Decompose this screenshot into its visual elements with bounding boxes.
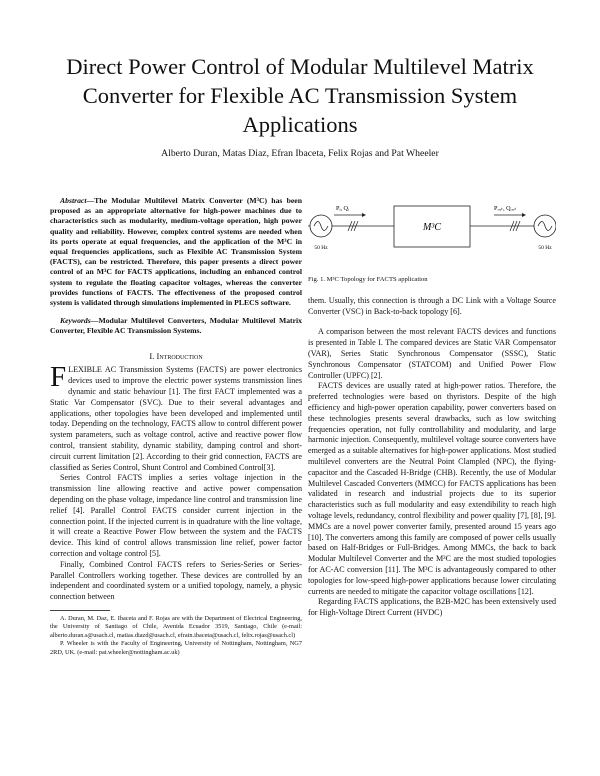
paragraph: Finally, Combined Control FACTS refers to Series-Series or Series-Parallel Controllers working together. These devices are controlled by an independent and coordinated system or a unified topology, namely, a physic connection between xyxy=(50,559,302,602)
abstract xyxy=(50,196,302,308)
left-column xyxy=(50,196,302,657)
paragraph: A comparison between the most relevant FACTS devices and functions is presented in Table I. The compared devices are Static VAR Compensator (VAR), Series Static Synchronous Compensator (SSSC), Static Synchronous Compensator (STATCOM) and Unified Power Flow Controller (UPFC) [2]. xyxy=(308,327,556,380)
title-line: Applications xyxy=(242,112,358,137)
left-power-label: Pᵢ, Qᵢ xyxy=(336,205,350,212)
block-label: M³C xyxy=(423,222,441,233)
paragraph: Regarding FACTS applications, the B2B-M2C has been extensively used for High-Voltage Direct Current (HVDC) xyxy=(308,597,556,618)
keywords xyxy=(50,316,302,336)
paragraph: FACTS devices are usually rated at high-power ratios. Therefore, the preferred technologies were based on thyristors. Despite of the high efficiency and high-power operation capability, power converters based on these technologies presents several drawbacks, such as low switching frequencies operation, not fully controllability and modularity, and large harmonic injection. Consequently, multilevel voltage source converters have emerged as a suitable alternatives for high-power applications. Most studied multilevel converters are the Neutral Point Clampled (NPC), the flying-capacitor and the Cascaded H-Bridge (CHB). Recently, the use of Modular Multilevel Cascaded Converters (MMCC) for FACTS applications has been validated in research and industrial projects due to its superior characteristics such as full modularity and easy extendibility to reach high voltage levels, redundancy, control flexibility and power quality [7], [8], [9]. MMCs are a novel power converter family, presented around 15 years ago [10]. The converters among this family are composed of power cells usually based on Half-Bridges or Full-Bridges. Among MMCs, the back to back Modular Multilevel Converter and the M³C are the most studied topologies for AC-AC conversion [11]. The M³C is advantageously compared to other topologies for low-speed high-power applications because lower circulating currents are needed to mitigate the capacitor voltage oscillations [12]. xyxy=(308,381,556,596)
topology-diagram xyxy=(308,196,556,272)
abstract-label: Abstract xyxy=(60,196,87,205)
right-column xyxy=(308,196,556,619)
topology-figure xyxy=(308,196,556,272)
left-source-label: 50 Hz xyxy=(314,245,328,251)
title-line: Direct Power Control of Modular Multilevel Matrix xyxy=(66,54,534,79)
paper-title xyxy=(40,52,560,139)
figure-caption: Fig. 1. M³C Topology for FACTS application xyxy=(308,276,428,283)
footnote-divider xyxy=(50,610,110,611)
intro-paragraph xyxy=(50,361,302,473)
paragraph: them. Usually, this connection is through a DC Link with a Voltage Source Converter (VSC) in Back-to-back topology [6]. xyxy=(308,295,556,316)
footnote: P. Wheeler is with the Faculty of Engineering, University of Nottingham, Nottingham, NG7 2RD, UK. (e-mail: pat.wheeler@nottingham.ac.uk) xyxy=(50,640,302,656)
footnote: A. Duran, M. Daz, E. Ibaceta and F. Rojas are with the Department of Electrical Engineering, the University of Santiago of Chile, Avenida Ecuador 3519, Santiago, Chile (e-mail: alberto.duran.s@usach.cl, matias.diazd@usach.cl, efrain.ibaceta@usach.cl, felix.rojas@usach.cl) xyxy=(50,614,302,639)
right-power-label: Pₒᵤₜ, Qₒᵤₜ xyxy=(494,205,517,212)
drop-cap: F xyxy=(50,361,67,394)
section-heading: I. Introduction xyxy=(149,350,203,361)
abstract-text: —The Modular Multilevel Matrix Converter (M³C) has been proposed as an appropriate alternative for high-power machines due to characteristics such as modularity, medium-voltage operation, high power quality and reliability. However, complex control systems are needed when its ports operate at equal frequencies, and the application of the M³C in equal frequencies applications, such as Flexible AC Transmission System (FACTS), can be restricted. Therefore, this paper presents a direct power control of an M³C for FACTS applications, including an enhanced control system to regulate the floating capacitor voltages, whereas the converter provides functions of FACTS. The effectiveness of the proposed control system is validated through simulations implemented in PLECS software. xyxy=(50,196,302,308)
intro-text: LEXIBLE AC Transmission Systems (FACTS) are power electronics devices used to improve the electric power systems transmission lines dynamic and static behaviour [1]. The first FACT implemented was a Static Var Compensator (SVC). Due to their several advantages and applications, other topologies have been developed and implemented until today. Depending on the technology, FACTS allow to control different power system parameters, such as voltage control, active and reactive power flow control, transient stability, dynamic stability, damping control and short-circuit current limitation [2]. According to their grid connection, FACTS are classified as Series Control, Shunt Control and Combined Control[3]. xyxy=(50,365,302,472)
right-source-label: 50 Hz xyxy=(538,245,552,251)
author-list: Alberto Duran, Matas Diaz, Efran Ibaceta, Felix Rojas and Pat Wheeler xyxy=(161,148,439,159)
paragraph: Series Control FACTS implies a series voltage injection in the transmission line allowing reactive and active power compensation depending on the phase voltage, impedance line control and transmission line relief [4]. Parallel Control FACTS consider current injection in the connection point. If the injected current is in quadrature with the line voltage, it will create a Reactive Power Flow between the system and the FACTS device. This kind of control allows transmission line relief, power factor correction and voltage control [5]. xyxy=(50,473,302,558)
keywords-label: Keywords xyxy=(60,316,91,326)
title-line: Converter for Flexible AC Transmission System xyxy=(82,83,518,108)
keywords-text: —Modular Multilevel Converters, Modular Multilevel Matrix Converter, Flexible AC Transmission Systems. xyxy=(50,316,302,336)
